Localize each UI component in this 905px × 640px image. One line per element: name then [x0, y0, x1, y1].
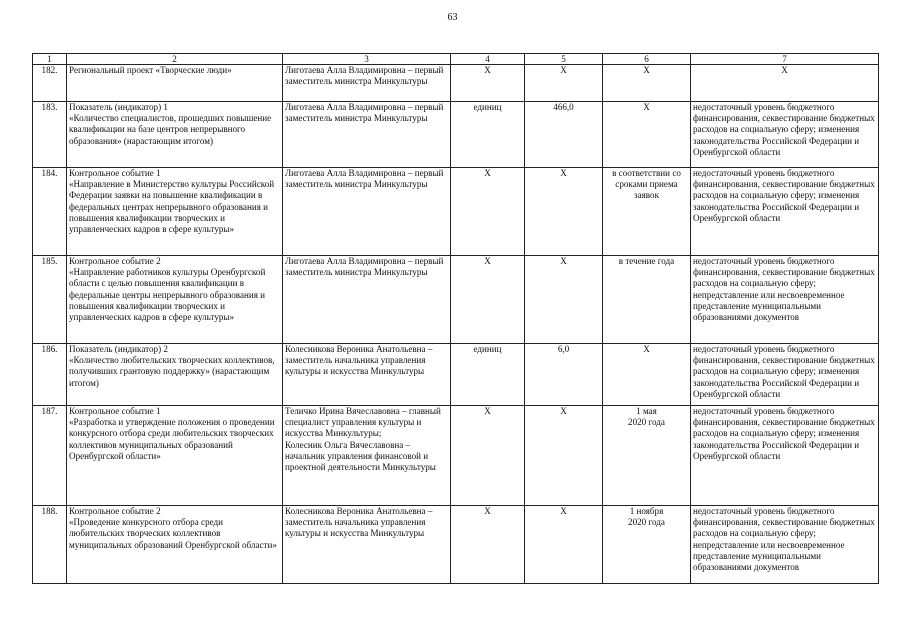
header-cell-7: 7 — [691, 54, 879, 65]
row-term: X — [603, 344, 691, 406]
row-name: Контрольное событие 1 «Направление в Министерство культуры Российской Федерации заявки на повышение квалификации в федеральных центрах непрерывного образования и повышения квалификации творческих и управленческих кадров в сфере культуры» — [67, 168, 283, 256]
row-responsible: Колесникова Вероника Анатольевна – заместитель начальника управления культуры и искусства Минкультуры — [283, 506, 451, 584]
row-risk: недостаточный уровень бюджетного финансирования, секвестирование бюджетных расходов на социальную сферу; изменения законодательства Российской Федерации и Оренбургской области — [691, 344, 879, 406]
row-risk: недостаточный уровень бюджетного финансирования, секвестирование бюджетных расходов на социальную сферу; непредставление или несвоевременное представление муниципальными образованиями документов — [691, 256, 879, 344]
row-name: Показатель (индикатор) 2 «Количество любительских творческих коллективов, получивших грантовую поддержку» (нарастающим итогом) — [67, 344, 283, 406]
header-cell-6: 6 — [603, 54, 691, 65]
row-number: 185. — [33, 256, 67, 344]
row-name: Контрольное событие 1 «Разработка и утверждение положения о проведении конкурсного отбора среди любительских творческих коллективов муниципальных образований Оренбургской области» — [67, 406, 283, 506]
row-risk: X — [691, 65, 879, 102]
header-cell-4: 4 — [451, 54, 525, 65]
row-value: X — [525, 406, 603, 506]
row-unit: единиц — [451, 344, 525, 406]
header-row — [33, 54, 879, 65]
header-cell-5: 5 — [525, 54, 603, 65]
row-risk: недостаточный уровень бюджетного финансирования, секвестирование бюджетных расходов на социальную сферу; изменения законодательства Российской Федерации и Оренбургской области — [691, 168, 879, 256]
row-unit: X — [451, 65, 525, 102]
row-responsible: Лиготаева Алла Владимировна – первый заместитель министра Минкультуры — [283, 102, 451, 168]
row-name: Контрольное событие 2 «Направление работников культуры Оренбургской области с целью повышения квалификации в федеральные центры непрерывного образования и повышения квалификации творческих и управленческих кадров в сфере культуры» — [67, 256, 283, 344]
row-risk: недостаточный уровень бюджетного финансирования, секвестирование бюджетных расходов на социальную сферу; изменения законодательства Российской Федерации и Оренбургской области — [691, 406, 879, 506]
row-risk: недостаточный уровень бюджетного финансирования, секвестирование бюджетных расходов на социальную сферу; непредставление или несвоевременное представление муниципальными образованиями документов — [691, 506, 879, 584]
table-row — [33, 168, 879, 256]
row-unit: единиц — [451, 102, 525, 168]
row-value: X — [525, 256, 603, 344]
row-number: 183. — [33, 102, 67, 168]
row-value: X — [525, 506, 603, 584]
table-row — [33, 256, 879, 344]
table-row — [33, 344, 879, 406]
row-responsible: Теличко Ирина Вячеславовна – главный специалист управления культуры и искусства Минкультуры; Колесник Ольга Вячеславовна – начальник управления финансовой и проектной деятельности Минкультуры — [283, 406, 451, 506]
row-responsible: Лиготаева Алла Владимировна – первый заместитель министра Минкультуры — [283, 256, 451, 344]
table-row — [33, 506, 879, 584]
table-row — [33, 406, 879, 506]
row-term: в течение года — [603, 256, 691, 344]
row-term: X — [603, 102, 691, 168]
header-cell-2: 2 — [67, 54, 283, 65]
row-responsible: Лиготаева Алла Владимировна – первый заместитель министра Минкультуры — [283, 168, 451, 256]
row-name: Региональный проект «Творческие люди» — [67, 65, 283, 102]
row-term: в соответствии со сроками приема заявок — [603, 168, 691, 256]
row-term: 1 ноября 2020 года — [603, 506, 691, 584]
row-term: 1 мая 2020 года — [603, 406, 691, 506]
row-unit: X — [451, 168, 525, 256]
row-responsible: Колесникова Вероника Анатольевна – заместитель начальника управления культуры и искусства Минкультуры — [283, 344, 451, 406]
table-row — [33, 65, 879, 102]
row-number: 186. — [33, 344, 67, 406]
row-unit: X — [451, 506, 525, 584]
row-term: X — [603, 65, 691, 102]
row-name: Контрольное событие 2 «Проведение конкурсного отбора среди любительских творческих коллективов муниципальных образований Оренбургской области» — [67, 506, 283, 584]
header-cell-3: 3 — [283, 54, 451, 65]
table-row — [33, 102, 879, 168]
row-number: 188. — [33, 506, 67, 584]
page-number: 63 — [447, 12, 458, 23]
row-responsible: Лиготаева Алла Владимировна – первый заместитель министра Минкультуры — [283, 65, 451, 102]
row-value: X — [525, 65, 603, 102]
row-value: 6,0 — [525, 344, 603, 406]
row-name: Показатель (индикатор) 1 «Количество специалистов, прошедших повышение квалификации на базе центров непрерывного образования» (нарастающим итогом) — [67, 102, 283, 168]
plan-table — [32, 53, 879, 584]
row-unit: X — [451, 256, 525, 344]
row-number: 187. — [33, 406, 67, 506]
row-number: 182. — [33, 65, 67, 102]
row-unit: X — [451, 406, 525, 506]
row-value: 466,0 — [525, 102, 603, 168]
header-cell-1: 1 — [33, 54, 67, 65]
row-risk: недостаточный уровень бюджетного финансирования, секвестирование бюджетных расходов на социальную сферу; изменения законодательства Российской Федерации и Оренбургской области — [691, 102, 879, 168]
row-number: 184. — [33, 168, 67, 256]
row-value: X — [525, 168, 603, 256]
